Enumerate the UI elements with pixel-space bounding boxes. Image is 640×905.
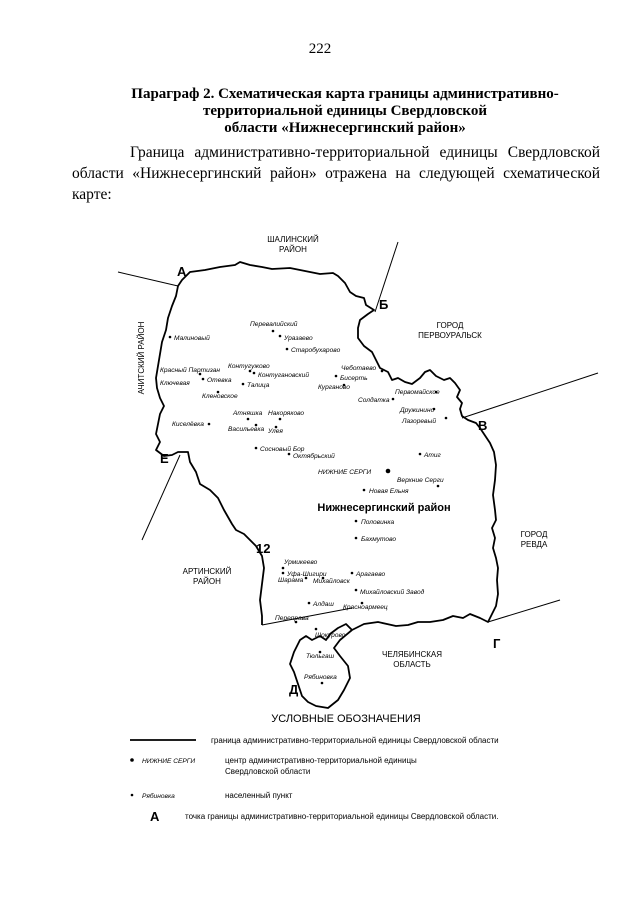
label-bakhmutovo: Бахмутово [361,536,397,543]
label-aragaevo: Арагаево [356,571,386,578]
boundary-point-e: Е [160,451,169,466]
label-atig: Атиг [424,452,441,459]
dot-otevka [202,378,205,381]
label-urazaevo: Уразаево [284,335,313,342]
dot-aragaevo [351,572,354,575]
label-pervomayskoe: Первомайское [395,389,440,396]
label-kontuzhovo: Контугужово [228,363,270,370]
boundary-line-e [142,455,180,540]
label-ufa-shigiri: Уфа-Шигири [287,571,327,578]
neighbor-shalinsky-1: ШАЛИНСКИЙ [267,235,319,244]
neighbor-artinsky-1: АРТИНСКИЙ [182,567,232,576]
label-chebotaevo: Чеботаево [341,365,377,372]
legend-title: УСЛОВНЫЕ ОБОЗНАЧЕНИЯ [271,713,421,725]
label-perevoloysky: Перевалийский [250,321,298,328]
label-krasnoarmeets: Красноармеец [343,604,388,611]
label-kurganovo: Курганово [318,384,350,391]
boundary-point-g: Г [493,636,501,651]
dot-bisert [335,375,338,378]
boundary-point-b: Б [379,297,389,312]
boundary-point-a: А [177,264,187,279]
label-lazorevy: Лазоревый [402,418,436,425]
neighbor-chelyabinsk-1: ЧЕЛЯБИНСКАЯ [381,650,443,659]
label-mikhaylovsky-zavod: Михайловский Завод [360,589,425,596]
label-krasny-partizan: Красный Партизан [160,367,221,374]
label-bisert: Бисерть [340,375,368,382]
label-aldash: Алдаш [313,601,334,608]
dot-soldatka [392,398,395,401]
dot-talitsa [242,383,245,386]
label-starobukharovo: Старобухарово [291,347,341,354]
dot-nizhnie-sergi [386,469,391,474]
label-vasilyevka: Васильевка [228,426,265,433]
neighbor-pervouralsk-1: ГОРОД [436,321,464,330]
label-tyulgash: Тюльгаш [306,653,335,660]
label-pereprava: Переправа [275,615,309,622]
dot-sosnovy-bor [255,447,258,450]
neighbor-artinsky-2: РАЙОН [193,577,221,586]
neighbor-revda-2: РЕВДА [520,540,548,549]
dot-kontuzhovo [249,370,252,373]
label-talitsa: Талица [247,382,270,389]
label-ryabinovka: Рябиновка [304,674,337,681]
dot-oktyabrsky [288,453,291,456]
settlement-labels [160,320,444,681]
label-otevka: Отевка [207,377,232,384]
dot-perevoloysky [272,330,275,333]
neighbor-achitsky: АЧИТСКИЙ РАЙОН [137,321,146,395]
label-shokurovo: Шокурово [315,632,346,639]
label-mikhaylovsk: Михайловск [313,578,350,585]
dot-polovinka [355,520,358,523]
dot-starobukharovo [286,348,289,351]
label-urmikeevo: Урмикеево [284,559,318,566]
label-klenovskoe: Кленовское [202,393,238,400]
dot-verkhnie-sergi [437,485,440,488]
intro-paragraph: Граница административно-территориальной единицы Свердловской области «Нижнесергинский район» отражена на следующей схематической карте: [72,144,600,203]
label-nizhnie-sergi: НИЖНИЕ СЕРГИ [318,469,372,476]
label-klyuchevaya: Ключевая [160,380,190,387]
dot-nakoryakovo [279,418,282,421]
legend-boundary-text: граница административно-территориальной единицы Свердловской области [211,736,499,745]
legend-center-text-2: Свердловской области [225,767,311,776]
neighbor-revda-1: ГОРОД [520,530,548,539]
label-atnyashka: Атняшка [233,410,263,417]
label-polovinka: Половинка [361,519,395,526]
marker-12: 12 [256,541,271,556]
label-sosnovy-bor: Сосновый Бор [260,446,305,453]
legend-settlement-text: населенный пункт [225,791,293,800]
neighbor-pervouralsk-2: ПЕРВОУРАЛЬСК [418,331,482,340]
legend-point-sample: А [150,809,160,824]
label-soldatka: Солдатка [358,397,390,404]
dot-aldash [308,602,311,605]
legend-center-text-1: центр административно-территориальной единицы [225,756,417,765]
dot-bakhmutovo [355,537,358,540]
dot-shokurovo [315,628,318,631]
label-malinovy: Малиновый [174,335,210,342]
legend-point-text: точка границы административно-территориальной единицы Свердловской области. [185,812,499,821]
label-druzhinino: Дружинино [400,407,435,414]
heading-line-2: территориальной единицы Свердловской [203,103,487,119]
boundary-line-g [488,600,560,622]
dot-novaya-elnya [363,489,366,492]
legend-settlement-dot [131,794,134,797]
legend-center-dot [130,758,134,762]
dot-urmikeevo [282,567,285,570]
boundary-point-d: Д [289,682,299,697]
boundary-point-v: В [478,418,488,433]
label-kontuganovsky: Контугановский [258,372,310,379]
district-name: Нижнесергинский район [317,502,451,514]
dot-atig [419,453,422,456]
label-verkhnie-sergi: Верхние Серги [397,477,444,484]
dot-mikhaylovsky-zavod [355,589,358,592]
dot-ufa-shigiri [282,572,285,575]
dot-atnyashka [247,418,250,421]
dot-urazaevo [279,335,282,338]
dot-ryabinovka [321,682,324,685]
label-novaya-elnya: Новая Ельня [369,488,409,495]
neighbor-shalinsky-2: РАЙОН [279,245,307,254]
dot-kontuganovsky [253,372,256,375]
label-oktyabrsky: Октябрьский [293,453,335,460]
label-ulyaya: Улея [268,428,283,435]
heading-line-1: Параграф 2. Схематическая карта границы административно- [131,86,559,102]
label-kiselyovka: Киселёвка [172,421,204,428]
heading-line-3: области «Нижнесергинский район» [224,120,466,136]
label-nakoryakovo: Накоряково [268,410,305,417]
dot-lazorevy [445,417,448,420]
legend-settlement-sample: Рябиновка [142,793,175,800]
boundary-line-v [462,373,598,418]
dot-malinovy [169,336,172,339]
dot-kiselyovka [208,423,211,426]
label-sharama: Шарама [278,577,304,584]
page-number: 222 [308,41,332,57]
boundary-line-a [118,272,178,286]
neighbor-chelyabinsk-2: ОБЛАСТЬ [393,660,431,669]
dot-chebotaevo [381,370,384,373]
legend-center-sample: НИЖНИЕ СЕРГИ [142,758,196,765]
